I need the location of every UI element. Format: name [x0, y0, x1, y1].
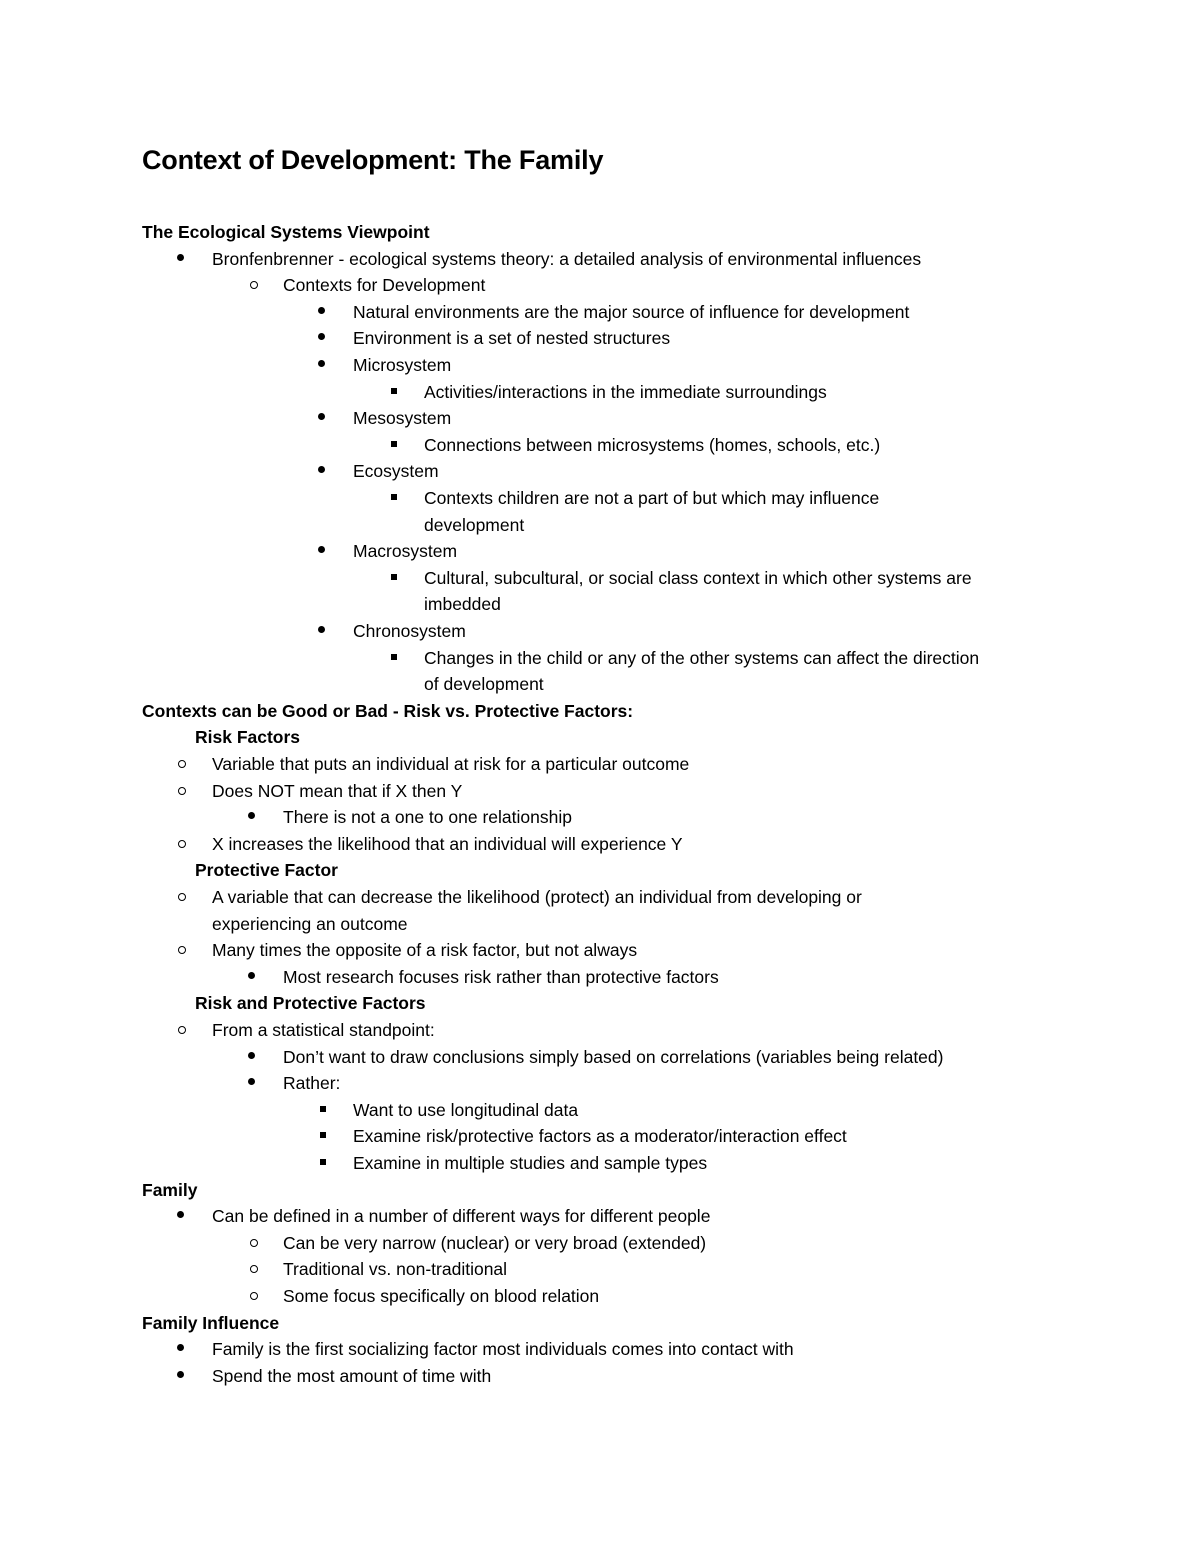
- list-item: [212, 937, 637, 964]
- line-text: Protective Factor: [195, 860, 338, 881]
- list-item: [353, 538, 457, 565]
- list-item: [212, 1017, 435, 1044]
- dot-bullet-icon: [313, 458, 331, 485]
- line-text: Risk and Protective Factors: [195, 993, 426, 1014]
- square-bullet-icon: [386, 565, 404, 592]
- square-bullet-icon: [386, 432, 404, 459]
- line-text: Spend the most amount of time with: [212, 1365, 492, 1386]
- list-item: [283, 1283, 599, 1310]
- list-item: [283, 964, 719, 991]
- list-item: [212, 778, 462, 805]
- line-text: Most research focuses risk rather than protective factors: [283, 966, 719, 987]
- dot-bullet-icon: [313, 352, 331, 379]
- dot-bullet-icon: [243, 1044, 261, 1071]
- line-text: Some focus specifically on blood relation: [283, 1286, 600, 1306]
- line-text: Examine risk/protective factors as a moderator/interaction effect: [353, 1126, 847, 1147]
- list-item: [283, 272, 485, 299]
- list-item: [212, 884, 862, 911]
- dot-bullet-icon: [172, 1203, 190, 1230]
- line-text: Cultural, subcultural, or social class context in which other systems are: [424, 567, 972, 588]
- circle-bullet-icon: [246, 1283, 264, 1310]
- list-item: [283, 1230, 706, 1257]
- list-item: [283, 1044, 943, 1071]
- dot-bullet-icon: [172, 1336, 190, 1363]
- circle-bullet-icon: [174, 1017, 192, 1044]
- line-text: Does NOT mean that if X then Y: [212, 780, 463, 801]
- line-text: Mesosystem: [353, 408, 452, 429]
- line-text: experiencing an outcome: [212, 913, 408, 934]
- section-heading: [142, 1310, 279, 1337]
- circle-bullet-icon: [174, 937, 192, 964]
- list-item: [212, 1203, 710, 1230]
- dot-bullet-icon: [313, 405, 331, 432]
- circle-bullet-icon: [246, 1230, 264, 1257]
- line-text: of development: [424, 674, 544, 695]
- section-heading: [195, 857, 338, 884]
- line-text: X increases the likelihood that an individual will experience Y: [212, 833, 683, 854]
- list-item: [424, 485, 879, 512]
- line-text: development: [424, 514, 525, 535]
- dot-bullet-icon: [243, 964, 261, 991]
- list-item: [212, 1363, 491, 1390]
- list-item: [424, 645, 979, 672]
- circle-bullet-icon: [174, 884, 192, 911]
- line-text: Ecosystem: [353, 461, 439, 482]
- dot-bullet-icon: [243, 1070, 261, 1097]
- square-bullet-icon: [386, 379, 404, 406]
- list-item: [353, 618, 466, 645]
- list-item: [353, 1097, 578, 1124]
- line-text: Environment is a set of nested structures: [353, 328, 671, 349]
- list-item: [212, 831, 683, 858]
- list-item: [283, 1256, 507, 1283]
- list-item: [424, 671, 544, 698]
- circle-bullet-icon: [174, 751, 192, 778]
- dot-bullet-icon: [313, 618, 331, 645]
- square-bullet-icon: [386, 485, 404, 512]
- list-item: [353, 299, 909, 326]
- list-item: [353, 1123, 847, 1150]
- list-item: [212, 1336, 794, 1363]
- line-text: Bronfenbrenner - ecological systems theory: a detailed analysis of environmental influences: [212, 248, 922, 269]
- line-text: Changes in the child or any of the other systems can affect the direction: [424, 647, 980, 668]
- circle-bullet-icon: [246, 1256, 264, 1283]
- line-text: The Ecological Systems Viewpoint: [142, 222, 430, 242]
- list-item: [424, 591, 501, 618]
- square-bullet-icon: [315, 1150, 333, 1177]
- section-heading: [195, 724, 300, 751]
- dot-bullet-icon: [313, 325, 331, 352]
- dot-bullet-icon: [313, 299, 331, 326]
- line-text: Natural environments are the major source of influence for development: [353, 301, 910, 322]
- list-item: [424, 512, 524, 539]
- list-item: [353, 352, 451, 379]
- line-text: From a statistical standpoint:: [212, 1020, 435, 1040]
- list-item: [424, 379, 827, 406]
- list-item: [212, 246, 921, 273]
- line-text: Family is the first socializing factor most individuals comes into contact with: [212, 1339, 794, 1360]
- list-item: [353, 405, 451, 432]
- line-text: Microsystem: [353, 355, 452, 375]
- square-bullet-icon: [386, 645, 404, 672]
- dot-bullet-icon: [243, 804, 261, 831]
- line-text: Variable that puts an individual at risk for a particular outcome: [212, 754, 690, 774]
- line-text: Can be very narrow (nuclear) or very broad (extended): [283, 1232, 707, 1253]
- line-text: Activities/interactions in the immediate surroundings: [424, 381, 827, 402]
- square-bullet-icon: [315, 1097, 333, 1124]
- line-text: Many times the opposite of a risk factor, but not always: [212, 940, 638, 961]
- list-item: [283, 804, 572, 831]
- line-text: imbedded: [424, 594, 501, 615]
- page-title: Context of Development: The Family: [142, 145, 604, 175]
- line-text: Chronosystem: [353, 621, 466, 641]
- line-text: Macrosystem: [353, 541, 458, 562]
- list-item: [353, 458, 439, 485]
- circle-bullet-icon: [174, 831, 192, 858]
- dot-bullet-icon: [172, 246, 190, 273]
- list-item: [424, 432, 880, 459]
- list-item: [212, 911, 408, 938]
- line-text: There is not a one to one relationship: [283, 807, 572, 828]
- line-text: Family Influence: [142, 1312, 280, 1333]
- line-text: Contexts for Development: [283, 275, 486, 296]
- section-heading: [142, 1177, 197, 1204]
- section-heading: [142, 698, 633, 725]
- section-heading: [195, 990, 426, 1017]
- line-text: Contexts children are not a part of but which may influence: [424, 488, 880, 508]
- line-text: Connections between microsystems (homes, schools, etc.): [424, 434, 881, 455]
- line-text: Can be defined in a number of different ways for different people: [212, 1206, 711, 1227]
- line-text: Rather:: [283, 1073, 341, 1094]
- line-text: Traditional vs. non-traditional: [283, 1259, 508, 1280]
- list-item: [424, 565, 972, 592]
- dot-bullet-icon: [172, 1363, 190, 1390]
- circle-bullet-icon: [174, 778, 192, 805]
- line-text: Contexts can be Good or Bad - Risk vs. Protective Factors:: [142, 700, 634, 721]
- line-text: A variable that can decrease the likelihood (protect) an individual from developing or: [212, 887, 862, 907]
- square-bullet-icon: [315, 1123, 333, 1150]
- circle-bullet-icon: [246, 272, 264, 299]
- line-text: Want to use longitudinal data: [353, 1099, 579, 1120]
- dot-bullet-icon: [313, 538, 331, 565]
- line-text: Risk Factors: [195, 727, 301, 748]
- list-item: [353, 1150, 707, 1177]
- list-item: [212, 751, 689, 778]
- list-item: [353, 325, 670, 352]
- line-text: Examine in multiple studies and sample types: [353, 1153, 708, 1173]
- line-text: Family: [142, 1179, 198, 1200]
- list-item: [283, 1070, 340, 1097]
- section-heading: [142, 219, 430, 246]
- line-text: Don’t want to draw conclusions simply based on correlations (variables being related): [283, 1046, 944, 1067]
